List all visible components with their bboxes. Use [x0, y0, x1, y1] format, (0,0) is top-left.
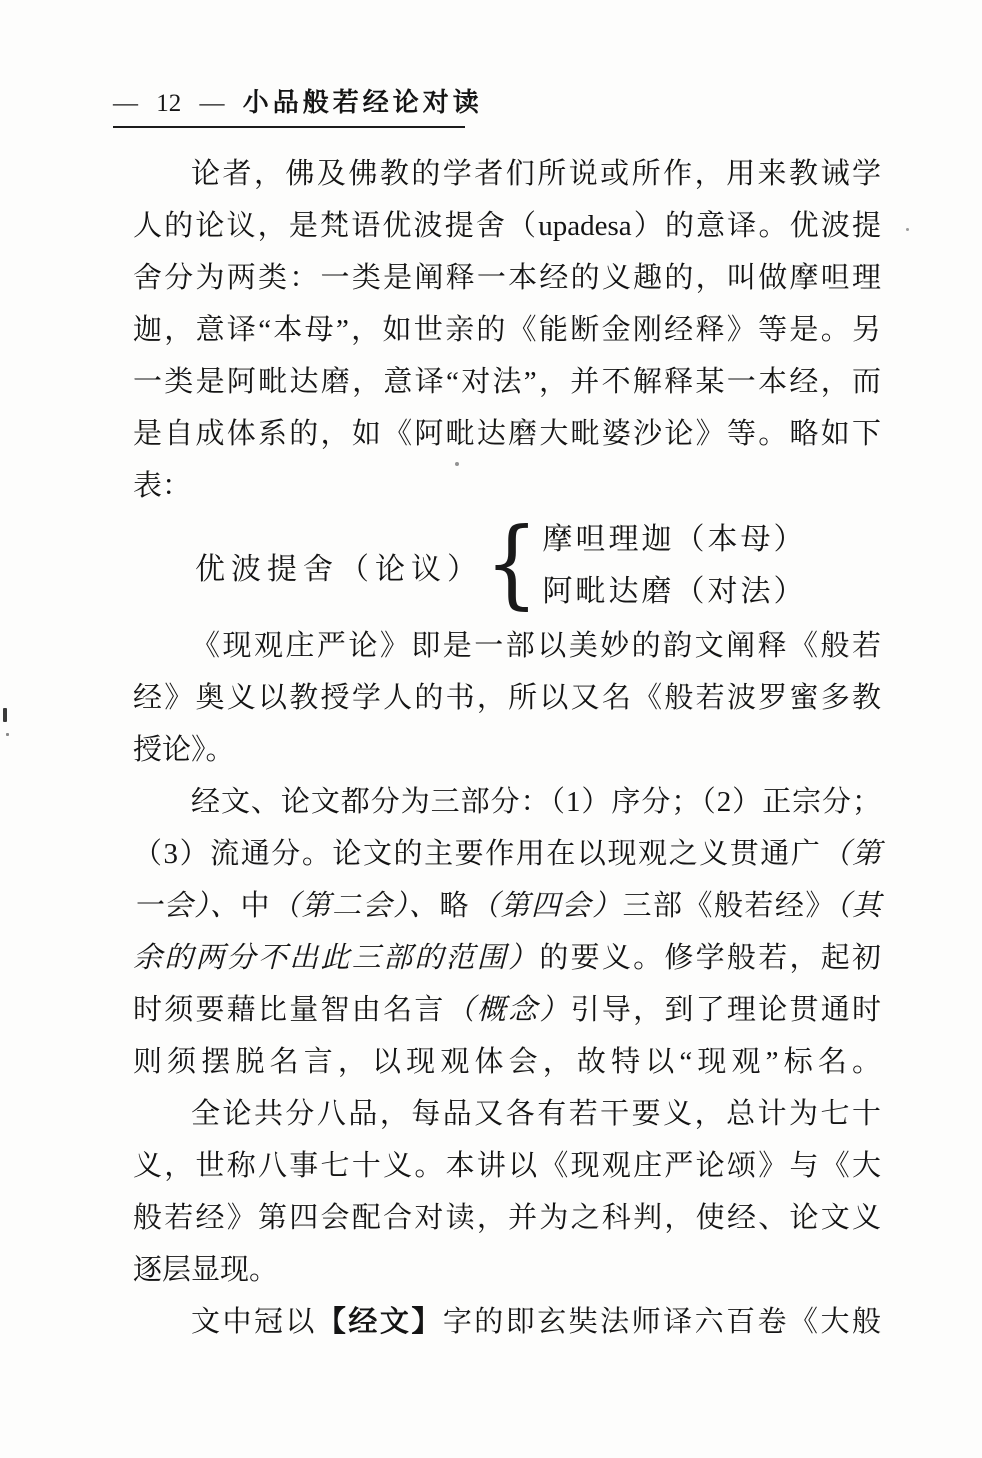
- text-segment: 文中冠以: [191, 1306, 317, 1338]
- text-segment-kai: （其: [835, 890, 881, 922]
- text-line: [133, 724, 881, 776]
- text-segment: 引导，到了理论贯通时: [570, 994, 881, 1026]
- text-segment: （3）流通分。论文的主要作用在以现观之义贯通广: [133, 838, 822, 870]
- scan-speck: [906, 228, 909, 231]
- text-segment-kai: （第: [821, 838, 881, 870]
- text-line: [133, 252, 881, 304]
- text-line: [133, 148, 881, 200]
- text-segment: 经》奥义以教授学人的书，所以又名《般若波罗蜜多教: [133, 682, 881, 714]
- text-line: [133, 408, 881, 460]
- text-line: [133, 1296, 881, 1348]
- text-line: [133, 304, 881, 356]
- text-segment-bold: 【经文】: [316, 1306, 443, 1338]
- diagram-items: [542, 520, 806, 612]
- text-segment: 表：: [133, 470, 192, 502]
- text-segment: 的要义。修学般若，起初: [539, 942, 881, 974]
- brace-glyph: {: [485, 506, 539, 620]
- text-segment: 迦，意译“本母”，如世亲的《能断金刚经释》等是。另: [133, 314, 881, 346]
- scan-speck: [455, 462, 459, 466]
- text-segment-kai: 余的两分不出此三部的范围）: [133, 942, 540, 974]
- text-segment-kai: 一会）、: [133, 890, 241, 922]
- text-segment: 中: [240, 890, 271, 922]
- text-line: [133, 1036, 881, 1088]
- text-line: [133, 932, 881, 984]
- text-segment: 舍分为两类：一类是阐释一本经的义趣的，叫做摩呾理: [133, 262, 881, 294]
- text-segment: 字的即玄奘法师译六百卷《大般: [442, 1306, 881, 1338]
- text-line: [133, 828, 881, 880]
- running-header: [113, 88, 483, 128]
- diagram-item: 摩呾理迦（本母）: [542, 523, 807, 556]
- text-line: [133, 880, 881, 932]
- text-segment: 般若经》第四会配合对读，并为之科判，使经、论文义: [133, 1202, 881, 1234]
- text-line: [133, 620, 881, 672]
- text-segment: 义，世称八事七十义。本讲以《现观庄严论颂》与《大: [133, 1150, 881, 1182]
- text-line: [133, 460, 881, 512]
- text-segment: 论者，佛及佛教的学者们所说或所作，用来教诫学: [191, 158, 881, 190]
- text-segment-kai: （第四会）: [469, 890, 623, 922]
- text-segment: 三部《般若经》: [622, 890, 836, 922]
- diagram-label: 优波提舍（论议）: [195, 553, 483, 586]
- text-line: [133, 984, 881, 1036]
- scan-speck: [6, 733, 9, 736]
- text-segment: 逐层显现。: [133, 1254, 279, 1286]
- page-number: 12: [156, 90, 182, 117]
- text-segment: 一类是阿毗达磨，意译“对法”，并不解释某一本经，而: [133, 366, 881, 398]
- text-line: [133, 672, 881, 724]
- text-segment: 人的论议，是梵语优波提舍（upadesa）的意译。优波提: [133, 210, 881, 242]
- text-line: [133, 1192, 881, 1244]
- scan-speck: [3, 708, 7, 722]
- text-segment: 《现观庄严论》即是一部以美妙的韵文阐释《般若: [191, 630, 881, 662]
- text-segment: 则须摆脱名言，以现观体会，故特以“现观”标名。: [133, 1046, 881, 1078]
- text-segment: 时须要藉比量智由名言: [133, 994, 446, 1026]
- classification-diagram: [195, 506, 881, 620]
- header-dash-right: —: [199, 90, 225, 117]
- text-line: [133, 1140, 881, 1192]
- running-title: 小品般若经论对读: [242, 88, 483, 117]
- text-segment-kai: （概念）: [445, 994, 571, 1026]
- text-body: [133, 148, 881, 1348]
- diagram-item: 阿毗达磨（对法）: [542, 575, 807, 608]
- text-segment-kai: （第二会）、: [270, 890, 440, 922]
- text-segment: 经文、论文都分为三部分：（1）序分；（2）正宗分；: [191, 786, 881, 818]
- text-line: [133, 1088, 881, 1140]
- text-line: [133, 776, 881, 828]
- text-line: [133, 200, 881, 252]
- header-dash-left: —: [113, 90, 138, 117]
- text-segment: 全论共分八品，每品又各有若干要义，总计为七十: [191, 1098, 881, 1130]
- text-line: [133, 356, 881, 408]
- text-line: [133, 1244, 881, 1296]
- text-segment: 略: [439, 890, 470, 922]
- text-segment: 授论》。: [133, 734, 235, 766]
- text-segment: 是自成体系的，如《阿毗达磨大毗婆沙论》等。略如下: [133, 418, 881, 450]
